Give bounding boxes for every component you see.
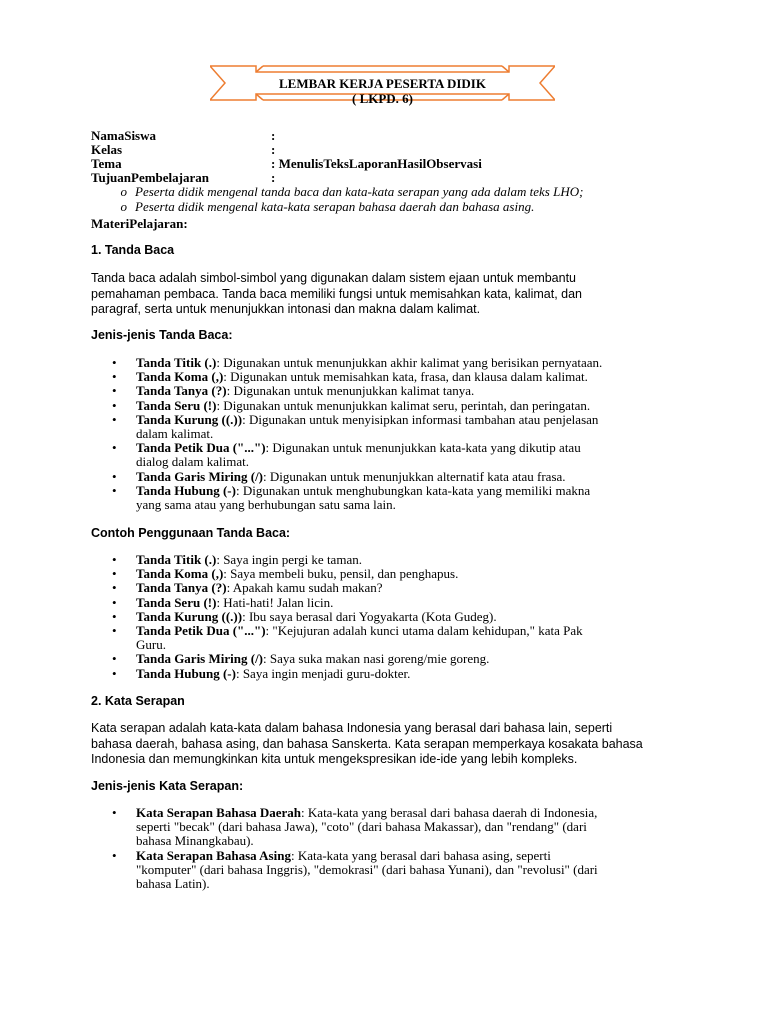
- section-heading-kata-serapan: 2. Kata Serapan: [91, 694, 185, 708]
- objective-text: Peserta didik mengenal kata-kata serapan bahasa daerah dan bahasa asing.: [135, 198, 535, 214]
- bullet-icon: •: [112, 651, 117, 667]
- list-item-desc: : Saya suka makan nasi goreng/mie goreng.: [263, 651, 490, 667]
- list-item-line: [136, 652, 692, 666]
- list-item-line: [136, 567, 692, 581]
- bullet-icon: •: [112, 440, 117, 456]
- bullet-icon: •: [112, 411, 117, 427]
- bullet-icon: •: [112, 397, 117, 413]
- list-item-line: [136, 834, 692, 848]
- list-item-text: [136, 553, 692, 567]
- list-item-desc: : Ibu saya berasal dari Yogyakarta (Kota Gudeg).: [242, 608, 497, 624]
- list-item-line: [136, 470, 692, 484]
- list-item-text: [136, 652, 692, 666]
- list-item-term: Tanda Seru (!): [136, 594, 217, 610]
- list-item: [112, 596, 692, 610]
- list-item-desc: : Digunakan untuk menunjukkan akhir kalimat yang berisikan pernyataan.: [216, 355, 603, 370]
- bullet-icon: •: [112, 847, 117, 863]
- contoh-tanda-baca-list: [112, 553, 692, 681]
- list-item: [112, 567, 692, 581]
- tanda-baca-paragraph: [91, 271, 681, 318]
- bullet-icon: •: [112, 580, 117, 596]
- list-item-line: [136, 498, 692, 512]
- list-item-text: [136, 849, 692, 892]
- bullet-icon: •: [112, 805, 117, 820]
- list-item-line: [136, 849, 692, 863]
- list-item-desc: bahasa Latin).: [136, 876, 210, 892]
- list-item-desc: : Digunakan untuk menunjukkan kata-kata yang dikutip atau: [265, 440, 581, 456]
- objective-item: [91, 200, 583, 215]
- banner-line-1: LEMBAR KERJA PESERTA DIDIK: [279, 76, 486, 91]
- bullet-icon: •: [112, 623, 117, 639]
- list-item-text: [136, 567, 692, 581]
- list-item-line: [136, 877, 692, 891]
- kata-serapan-paragraph: [91, 721, 681, 768]
- bullet-icon: •: [112, 383, 117, 399]
- info-label: TujuanPembelajaran: [91, 170, 209, 185]
- bullet-icon: •: [112, 566, 117, 582]
- list-item-line: [136, 667, 692, 681]
- info-value: : MenulisTeksLaporanHasilObservasi: [271, 156, 482, 171]
- paragraph-line: paragraf, serta untuk menunjukkan intonasi dan makna dalam kalimat.: [91, 302, 481, 316]
- jenis-kata-serapan-heading: Jenis-jenis Kata Serapan:: [91, 779, 244, 793]
- list-item-desc: : Digunakan untuk menunjukkan kalimat seru, perintah, dan peringatan.: [216, 397, 591, 413]
- list-item-line: [136, 399, 692, 413]
- list-item-desc: : Digunakan untuk menyisipkan informasi tambahan atau penjelasan: [242, 411, 599, 427]
- list-item-term: Tanda Garis Miring (/): [136, 468, 264, 484]
- list-item-term: Kata Serapan Bahasa Daerah: [136, 805, 302, 820]
- info-value: :: [271, 170, 276, 185]
- list-item-desc: : Digunakan untuk memisahkan kata, frasa, dan klausa dalam kalimat.: [223, 369, 588, 385]
- bullet-icon: •: [112, 369, 117, 385]
- jenis-tanda-baca-heading: Jenis-jenis Tanda Baca:: [91, 328, 233, 342]
- list-item: [112, 849, 692, 892]
- list-item-term: Tanda Garis Miring (/): [136, 651, 264, 667]
- list-item-line: [136, 356, 692, 370]
- list-item-desc: bahasa Minangkabau).: [136, 833, 254, 849]
- list-item-desc: seperti "becak" (dari bahasa Jawa), "coto" (dari bahasa Makassar), dan "rendang" (dari: [136, 819, 587, 835]
- list-item-term: Tanda Hubung (-): [136, 482, 236, 498]
- info-row-kelas: [91, 143, 482, 157]
- list-item: [112, 553, 692, 567]
- bullet-icon: •: [112, 594, 117, 610]
- list-item-line: [136, 596, 692, 610]
- list-item-term: Tanda Seru (!): [136, 397, 217, 413]
- list-item-term: Tanda Hubung (-): [136, 665, 236, 681]
- bullet-icon: •: [112, 468, 117, 484]
- list-item-desc: dalam kalimat.: [136, 426, 214, 442]
- list-item-desc: : "Kejujuran adalah kunci utama dalam kehidupan," kata Pak: [265, 623, 583, 639]
- list-item-line: [136, 610, 692, 624]
- list-item-desc: dialog dalam kalimat.: [136, 454, 249, 470]
- student-info: [91, 129, 482, 185]
- list-item-desc: : Saya ingin menjadi guru-dokter.: [235, 665, 411, 681]
- contoh-heading: Contoh Penggunaan Tanda Baca:: [91, 526, 291, 540]
- bullet-icon: •: [112, 608, 117, 624]
- info-value: :: [271, 128, 276, 143]
- info-row-tema: [91, 157, 482, 171]
- bullet-icon: •: [112, 665, 117, 681]
- info-label: NamaSiswa: [91, 128, 157, 143]
- list-item-line: [136, 581, 692, 595]
- list-item: [112, 470, 692, 484]
- list-item-desc: Guru.: [136, 637, 166, 653]
- jenis-tanda-baca-list: [112, 356, 692, 512]
- list-item: [112, 399, 692, 413]
- banner-title: [210, 76, 555, 106]
- list-item-line: [136, 553, 692, 567]
- list-item-term: Tanda Tanya (?): [136, 383, 227, 399]
- list-item-term: Tanda Tanya (?): [136, 580, 227, 596]
- list-item-text: [136, 624, 692, 652]
- list-item-text: [136, 370, 692, 384]
- info-row-tujuan: [91, 171, 482, 185]
- info-label: Kelas: [91, 142, 123, 157]
- objective-marker: o: [120, 184, 127, 199]
- list-item-term: Tanda Koma (,): [136, 369, 224, 385]
- list-item-text: [136, 667, 692, 681]
- list-item-desc: : Digunakan untuk menghubungkan kata-kata yang memiliki makna: [235, 482, 591, 498]
- list-item: [112, 652, 692, 666]
- list-item-term: Kata Serapan Bahasa Asing: [136, 847, 291, 863]
- list-item-text: [136, 581, 692, 595]
- jenis-kata-serapan-list: [112, 806, 692, 891]
- list-item-desc: : Kata-kata yang berasal dari bahasa daerah di Indonesia,: [301, 805, 598, 820]
- list-item-term: Tanda Titik (.): [136, 355, 217, 370]
- paragraph-line: Tanda baca adalah simbol-simbol yang digunakan dalam sistem ejaan untuk membantu: [91, 271, 577, 285]
- info-row-nama: [91, 129, 482, 143]
- paragraph-line: pemahaman pembaca. Tanda baca memiliki fungsi untuk memisahkan kata, kalimat, dan: [91, 286, 583, 301]
- list-item-desc: : Digunakan untuk menunjukkan alternatif kata atau frasa.: [263, 468, 566, 484]
- list-item-text: [136, 441, 692, 469]
- list-item-line: [136, 370, 692, 384]
- title-banner: [210, 64, 555, 106]
- list-item: [112, 384, 692, 398]
- list-item-text: [136, 806, 692, 849]
- list-item-line: [136, 413, 692, 427]
- objective-marker: o: [120, 198, 127, 214]
- list-item-text: [136, 610, 692, 624]
- bullet-icon: •: [112, 552, 117, 567]
- list-item-line: [136, 427, 692, 441]
- section-heading-tanda-baca: 1. Tanda Baca: [91, 243, 175, 257]
- list-item-term: Tanda Koma (,): [136, 566, 224, 582]
- list-item-text: [136, 356, 692, 370]
- list-item-term: Tanda Petik Dua ("..."): [136, 623, 266, 639]
- list-item-line: [136, 484, 692, 498]
- paragraph-line: bahasa daerah, bahasa asing, dan bahasa Sanskerta. Kata serapan memperkaya kosakata bahasa: [91, 736, 643, 751]
- list-item-desc: : Digunakan untuk menunjukkan kalimat tanya.: [226, 383, 475, 399]
- list-item-term: Tanda Petik Dua ("..."): [136, 440, 266, 456]
- paragraph-line: Kata serapan adalah kata-kata dalam bahasa Indonesia yang berasal dari bahasa lain, seperti: [91, 721, 613, 735]
- list-item-line: [136, 624, 692, 638]
- list-item-term: Tanda Kurung ((.)): [136, 608, 243, 624]
- list-item: [112, 624, 692, 652]
- list-item-line: [136, 441, 692, 455]
- list-item-line: [136, 384, 692, 398]
- bullet-icon: •: [112, 482, 117, 498]
- list-item-text: [136, 484, 692, 512]
- objective-item: [91, 185, 583, 200]
- objectives-list: [91, 185, 583, 214]
- list-item-text: [136, 413, 692, 441]
- list-item: [112, 370, 692, 384]
- list-item: [112, 667, 692, 681]
- list-item-text: [136, 399, 692, 413]
- paragraph-line: Indonesia dan memungkinkan kita untuk mengekspresikan ide-ide yang lebih kompleks.: [91, 752, 578, 766]
- list-item-desc: : Saya ingin pergi ke taman.: [216, 552, 362, 567]
- list-item-line: [136, 455, 692, 469]
- info-label: Tema: [91, 156, 122, 171]
- list-item: [112, 356, 692, 370]
- list-item-desc: : Saya membeli buku, pensil, dan penghapus.: [223, 566, 459, 582]
- list-item-text: [136, 470, 692, 484]
- materi-label: MateriPelajaran:: [91, 216, 188, 231]
- list-item: [112, 441, 692, 469]
- list-item: [112, 413, 692, 441]
- list-item-text: [136, 596, 692, 610]
- info-value: :: [271, 142, 276, 157]
- list-item-desc: : Hati-hati! Jalan licin.: [216, 594, 334, 610]
- list-item: [112, 581, 692, 595]
- list-item-desc: yang sama atau yang berhubungan satu sama lain.: [136, 497, 396, 513]
- list-item-line: [136, 638, 692, 652]
- bullet-icon: •: [112, 355, 117, 370]
- list-item-line: [136, 820, 692, 834]
- list-item: [112, 484, 692, 512]
- list-item: [112, 610, 692, 624]
- list-item-term: Tanda Kurung ((.)): [136, 411, 243, 427]
- list-item-desc: : Apakah kamu sudah makan?: [226, 580, 383, 596]
- list-item-desc: : Kata-kata yang berasal dari bahasa asing, seperti: [290, 847, 551, 863]
- list-item-line: [136, 806, 692, 820]
- list-item-term: Tanda Titik (.): [136, 552, 217, 567]
- objective-text: Peserta didik mengenal tanda baca dan kata-kata serapan yang ada dalam teks LHO;: [135, 184, 584, 199]
- list-item-text: [136, 384, 692, 398]
- list-item-line: [136, 863, 692, 877]
- list-item: [112, 806, 692, 849]
- banner-line-2: ( LKPD. 6): [351, 91, 414, 106]
- list-item-desc: "komputer" (dari bahasa Inggris), "demokrasi" (dari bahasa Yunani), dan "revolusi" (dari: [136, 861, 598, 877]
